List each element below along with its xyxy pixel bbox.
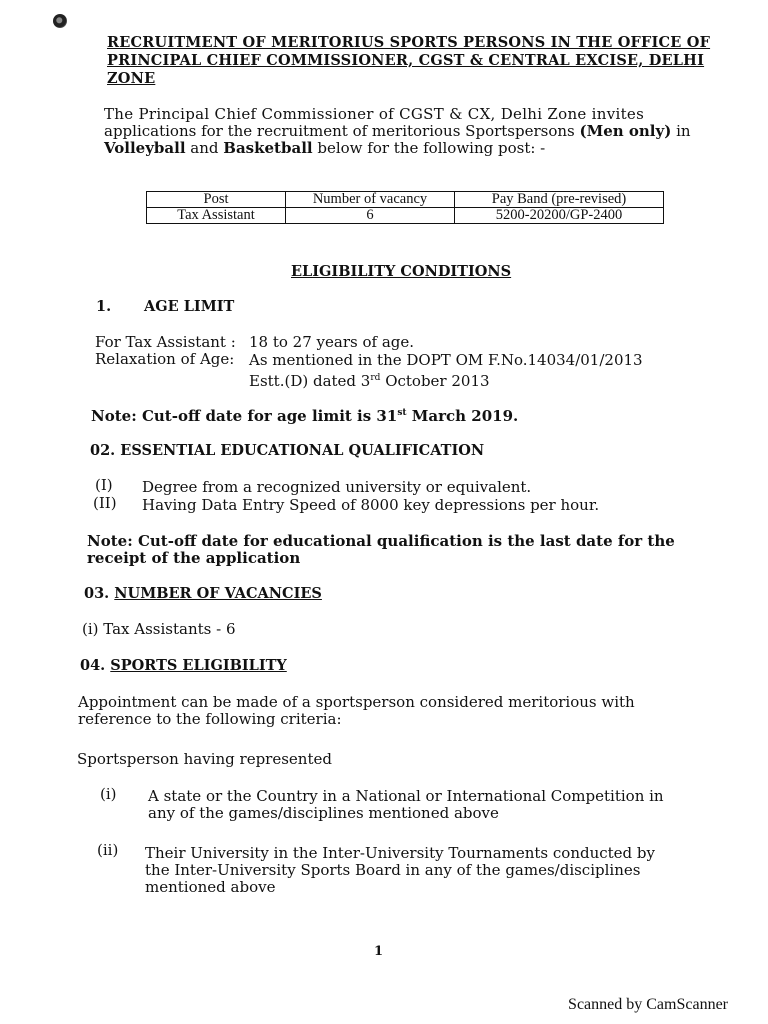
age-value-relaxation: As mentioned in the DOPT OM F.No.14034/01/2013	[249, 351, 643, 369]
sports-item-text: A state or the Country in a National or International Competition in any of the games/disciplines mentioned above	[148, 787, 664, 822]
age-value-tax-assistant: 18 to 27 years of age.	[249, 333, 415, 351]
vacancies-item: (i) Tax Assistants - 6	[82, 620, 236, 638]
scanner-mark-icon	[53, 14, 67, 28]
education-item-text: Having Data Entry Speed of 8000 key depressions per hour.	[142, 496, 600, 514]
document-title: RECRUITMENT OF MERITORIUS SPORTS PERSONS IN THE OFFICE OF PRINCIPAL CHIEF COMMISSIONER, CGST & CENTRAL EXCISE, DELHI ZONE	[107, 34, 711, 87]
scanner-footer: Scanned by CamScanner	[568, 996, 728, 1013]
sports-item-text: Their University in the Inter-University Tournaments conducted by the Inter-University Sports Board in any of the games/disciplines mentioned above	[145, 844, 656, 896]
table-row	[147, 208, 664, 224]
sports-paragraph: Appointment can be made of a sportsperson considered meritorious with reference to the following criteria:	[78, 693, 635, 728]
table-cell: Tax Assistant	[147, 208, 286, 224]
sports-item-label: (i)	[100, 785, 117, 803]
education-item-label: (I)	[95, 476, 113, 494]
page-number: 1	[374, 944, 384, 959]
age-cutoff-note: Note: Cut-off date for age limit is 31st March 2019.	[91, 407, 519, 425]
education-cutoff-note: Note: Cut-off date for educational qualification is the last date for the receipt of the application	[87, 532, 675, 567]
education-item-text: Degree from a recognized university or equivalent.	[142, 478, 532, 496]
education-heading: 02. ESSENTIAL EDUCATIONAL QUALIFICATION	[90, 442, 485, 459]
age-label-relaxation: Relaxation of Age:	[95, 350, 235, 368]
sports-lead-text: Sportsperson having represented	[77, 750, 332, 768]
table-header-row	[147, 192, 664, 208]
vacancy-table	[146, 191, 664, 224]
vacancies-heading: 03. NUMBER OF VACANCIES	[84, 585, 322, 602]
table-cell: 5200-20200/GP-2400	[455, 208, 664, 224]
age-limit-number: 1.	[96, 298, 112, 315]
table-header: Number of vacancy	[286, 192, 455, 208]
age-limit-heading: AGE LIMIT	[144, 298, 235, 315]
sports-item-label: (ii)	[97, 841, 119, 859]
education-item-label: (II)	[93, 494, 117, 512]
table-header: Pay Band (pre-revised)	[455, 192, 664, 208]
age-label-tax-assistant: For Tax Assistant :	[95, 333, 236, 351]
age-value-relaxation-date: Estt.(D) dated 3rd October 2013	[249, 372, 490, 390]
intro-paragraph: The Principal Chief Commissioner of CGST & CX, Delhi Zone invites applications for the recruitment of meritorious Sportspersons (Men only) in Volleyball and Basketball below for the following post: -	[104, 105, 691, 157]
table-header: Post	[147, 192, 286, 208]
sports-heading: 04. SPORTS ELIGIBILITY	[80, 657, 287, 674]
table-cell: 6	[286, 208, 455, 224]
eligibility-heading: ELIGIBILITY CONDITIONS	[291, 263, 512, 280]
